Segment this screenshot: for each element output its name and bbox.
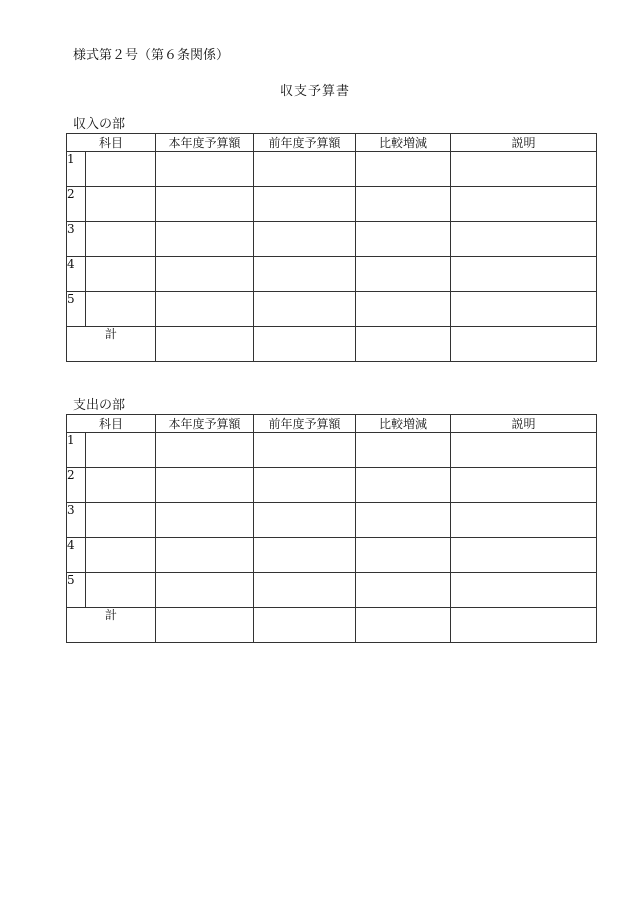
current-budget-cell[interactable] <box>156 187 254 222</box>
table-row <box>67 538 597 573</box>
row-number: 3 <box>67 222 86 257</box>
total-difference-cell[interactable] <box>356 327 451 362</box>
column-header-previous-budget: 前年度予算額 <box>254 134 356 152</box>
table-row <box>67 503 597 538</box>
form-number: 様式第２号（第６条関係） <box>73 48 230 63</box>
income-section-title: 収入の部 <box>73 117 126 132</box>
subject-cell[interactable] <box>86 503 156 538</box>
difference-cell[interactable] <box>356 257 451 292</box>
document-title: 収支予算書 <box>279 84 350 99</box>
previous-budget-cell[interactable] <box>254 573 356 608</box>
total-previous-budget-cell[interactable] <box>254 608 356 643</box>
previous-budget-cell[interactable] <box>254 503 356 538</box>
difference-cell[interactable] <box>356 538 451 573</box>
column-header-difference: 比較増減 <box>356 134 451 152</box>
row-number: 2 <box>67 468 86 503</box>
total-row <box>67 608 597 643</box>
description-cell[interactable] <box>451 292 597 327</box>
current-budget-cell[interactable] <box>156 152 254 187</box>
current-budget-cell[interactable] <box>156 538 254 573</box>
table-row <box>67 152 597 187</box>
current-budget-cell[interactable] <box>156 433 254 468</box>
table-row <box>67 187 597 222</box>
total-description-cell[interactable] <box>451 608 597 643</box>
column-header-difference: 比較増減 <box>356 415 451 433</box>
total-row <box>67 327 597 362</box>
table-row <box>67 257 597 292</box>
difference-cell[interactable] <box>356 152 451 187</box>
description-cell[interactable] <box>451 573 597 608</box>
column-header-subject: 科目 <box>67 134 156 152</box>
current-budget-cell[interactable] <box>156 573 254 608</box>
subject-cell[interactable] <box>86 573 156 608</box>
expense-table <box>66 414 597 643</box>
column-header-current-budget: 本年度予算額 <box>156 134 254 152</box>
difference-cell[interactable] <box>356 292 451 327</box>
row-number: 1 <box>67 433 86 468</box>
total-label: 計 <box>67 608 156 643</box>
current-budget-cell[interactable] <box>156 292 254 327</box>
subject-cell[interactable] <box>86 222 156 257</box>
table-row <box>67 292 597 327</box>
previous-budget-cell[interactable] <box>254 187 356 222</box>
difference-cell[interactable] <box>356 468 451 503</box>
subject-cell[interactable] <box>86 538 156 573</box>
row-number: 1 <box>67 152 86 187</box>
expense-section-title: 支出の部 <box>73 398 126 413</box>
description-cell[interactable] <box>451 468 597 503</box>
current-budget-cell[interactable] <box>156 503 254 538</box>
income-table <box>66 133 597 362</box>
column-header-current-budget: 本年度予算額 <box>156 415 254 433</box>
subject-cell[interactable] <box>86 433 156 468</box>
table-header-row <box>67 134 597 152</box>
difference-cell[interactable] <box>356 503 451 538</box>
table-row <box>67 222 597 257</box>
total-difference-cell[interactable] <box>356 608 451 643</box>
previous-budget-cell[interactable] <box>254 538 356 573</box>
current-budget-cell[interactable] <box>156 222 254 257</box>
difference-cell[interactable] <box>356 433 451 468</box>
difference-cell[interactable] <box>356 187 451 222</box>
column-header-subject: 科目 <box>67 415 156 433</box>
previous-budget-cell[interactable] <box>254 152 356 187</box>
row-number: 5 <box>67 292 86 327</box>
previous-budget-cell[interactable] <box>254 222 356 257</box>
current-budget-cell[interactable] <box>156 468 254 503</box>
description-cell[interactable] <box>451 257 597 292</box>
table-row <box>67 573 597 608</box>
column-header-description: 説明 <box>451 415 597 433</box>
subject-cell[interactable] <box>86 187 156 222</box>
total-description-cell[interactable] <box>451 327 597 362</box>
total-label: 計 <box>67 327 156 362</box>
row-number: 5 <box>67 573 86 608</box>
description-cell[interactable] <box>451 152 597 187</box>
description-cell[interactable] <box>451 187 597 222</box>
difference-cell[interactable] <box>356 573 451 608</box>
table-row <box>67 468 597 503</box>
subject-cell[interactable] <box>86 292 156 327</box>
current-budget-cell[interactable] <box>156 257 254 292</box>
row-number: 4 <box>67 257 86 292</box>
description-cell[interactable] <box>451 222 597 257</box>
row-number: 3 <box>67 503 86 538</box>
previous-budget-cell[interactable] <box>254 433 356 468</box>
subject-cell[interactable] <box>86 257 156 292</box>
table-row <box>67 433 597 468</box>
row-number: 2 <box>67 187 86 222</box>
total-previous-budget-cell[interactable] <box>254 327 356 362</box>
subject-cell[interactable] <box>86 152 156 187</box>
description-cell[interactable] <box>451 538 597 573</box>
table-header-row <box>67 415 597 433</box>
previous-budget-cell[interactable] <box>254 468 356 503</box>
description-cell[interactable] <box>451 433 597 468</box>
previous-budget-cell[interactable] <box>254 292 356 327</box>
column-header-description: 説明 <box>451 134 597 152</box>
previous-budget-cell[interactable] <box>254 257 356 292</box>
difference-cell[interactable] <box>356 222 451 257</box>
total-current-budget-cell[interactable] <box>156 608 254 643</box>
column-header-previous-budget: 前年度予算額 <box>254 415 356 433</box>
row-number: 4 <box>67 538 86 573</box>
subject-cell[interactable] <box>86 468 156 503</box>
total-current-budget-cell[interactable] <box>156 327 254 362</box>
description-cell[interactable] <box>451 503 597 538</box>
